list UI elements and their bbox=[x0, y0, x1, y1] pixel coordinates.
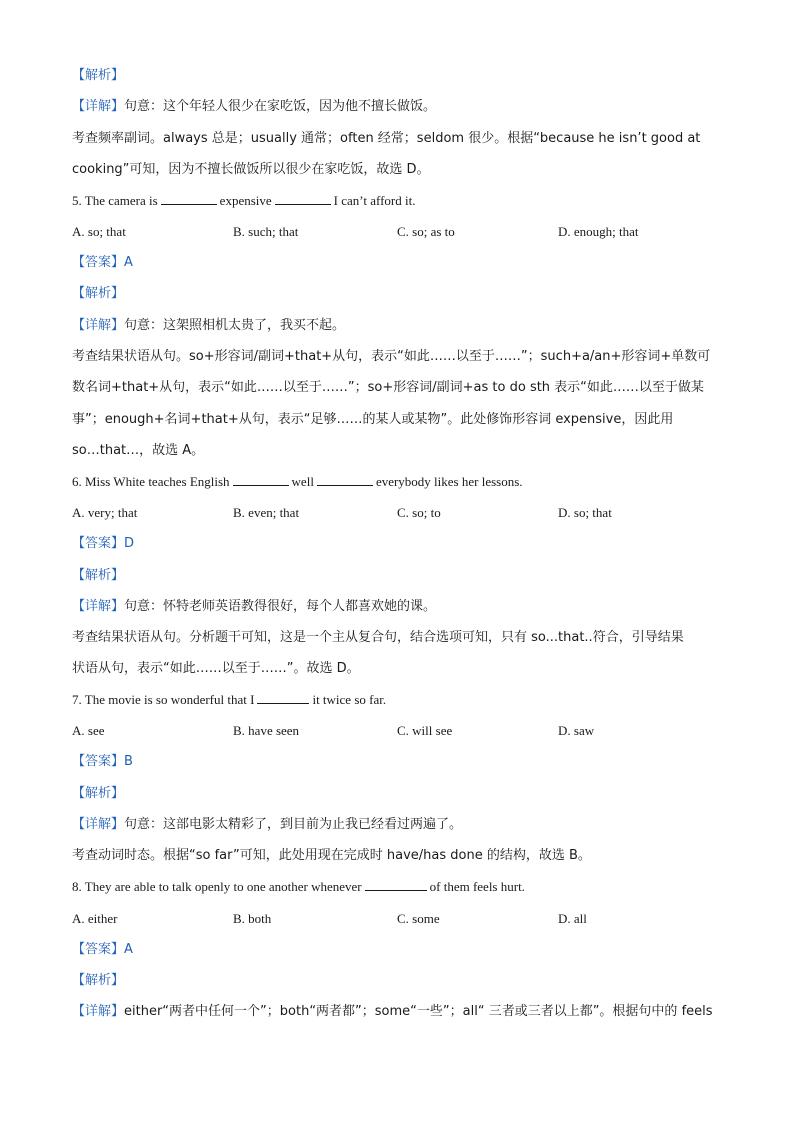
question-6: 6. Miss White teaches English well everybody likes her lessons. bbox=[72, 474, 523, 489]
answer-heading: 【答案】B bbox=[72, 754, 133, 769]
analysis-heading: 【解析】 bbox=[72, 786, 125, 801]
answer-blank bbox=[365, 878, 427, 891]
answer-blank bbox=[317, 473, 373, 486]
answer-heading: 【答案】A bbox=[72, 942, 133, 957]
options-row bbox=[72, 222, 732, 242]
detail-text: 【详解】either“两者中任何一个”；both“两者都”；some“一些”；all“ 三者或三者以上都”。根据句中的 feels bbox=[72, 1004, 713, 1019]
explanation-text: 考查结果状语从句。so+形容词/副词+that+从句，表示“如此……以至于……”；such+a/an+形容词+单数可 bbox=[72, 349, 711, 364]
explanation-text: 状语从句，表示“如此……以至于……”。故选 D。 bbox=[72, 661, 360, 676]
answer-blank bbox=[233, 473, 289, 486]
option-b: B. have seen bbox=[233, 723, 300, 738]
detail-text: 【详解】句意：这架照相机太贵了，我买不起。 bbox=[72, 318, 346, 333]
options-row bbox=[72, 503, 732, 523]
option-d: D. saw bbox=[558, 723, 595, 738]
detail-text: 【详解】句意：怀特老师英语教得很好，每个人都喜欢她的课。 bbox=[72, 599, 437, 614]
question-7: 7. The movie is so wonderful that I it twice so far. bbox=[72, 692, 387, 707]
option-b: B. even; that bbox=[233, 505, 300, 520]
answer-heading: 【答案】D bbox=[72, 536, 135, 551]
option-c: C. so; to bbox=[397, 505, 441, 520]
question-5: 5. The camera is expensive I can’t afford it. bbox=[72, 193, 416, 208]
analysis-heading: 【解析】 bbox=[72, 568, 125, 583]
option-a: A. either bbox=[72, 911, 118, 926]
detail-text: 【详解】句意：这部电影太精彩了，到目前为止我已经看过两遍了。 bbox=[72, 817, 463, 832]
option-d: D. enough; that bbox=[558, 224, 639, 239]
analysis-heading: 【解析】 bbox=[72, 973, 125, 988]
option-c: C. so; as to bbox=[397, 224, 455, 239]
answer-blank bbox=[161, 192, 217, 205]
explanation-text: 考查结果状语从句。分析题干可知，这是一个主从复合句，结合选项可知，只有 so...that..符合，引导结果 bbox=[72, 630, 684, 645]
explanation-text: so…that…，故选 A。 bbox=[72, 443, 205, 458]
answer-heading: 【答案】A bbox=[72, 255, 133, 270]
option-a: A. very; that bbox=[72, 505, 138, 520]
option-d: D. so; that bbox=[558, 505, 612, 520]
option-b: B. such; that bbox=[233, 224, 299, 239]
explanation-text: 事”；enough+名词+that+从句，表示“足够……的某人或某物”。此处修饰形容词 expensive，因此用 bbox=[72, 412, 674, 427]
explanation-text: cooking”可知，因为不擅长做饭所以很少在家吃饭，故选 D。 bbox=[72, 162, 430, 177]
question-8: 8. They are able to talk openly to one another whenever of them feels hurt. bbox=[72, 879, 525, 894]
explanation-text: 数名词+that+从句，表示“如此……以至于……”；so+形容词/副词+as to do sth 表示“如此……以至于做某 bbox=[72, 380, 704, 395]
answer-blank bbox=[257, 691, 309, 704]
option-c: C. some bbox=[397, 911, 440, 926]
option-c: C. will see bbox=[397, 723, 453, 738]
options-row bbox=[72, 909, 732, 929]
detail-text: 【详解】句意：这个年轻人很少在家吃饭，因为他不擅长做饭。 bbox=[72, 99, 437, 114]
option-a: A. see bbox=[72, 723, 105, 738]
explanation-text: 考查频率副词。always 总是；usually 通常；often 经常；seldom 很少。根据“because he isn’t good at bbox=[72, 131, 701, 146]
analysis-heading: 【解析】 bbox=[72, 286, 125, 301]
options-row bbox=[72, 721, 732, 741]
option-a: A. so; that bbox=[72, 224, 126, 239]
option-b: B. both bbox=[233, 911, 272, 926]
analysis-heading: 【解析】 bbox=[72, 68, 125, 83]
answer-blank bbox=[275, 192, 331, 205]
option-d: D. all bbox=[558, 911, 587, 926]
explanation-text: 考查动词时态。根据“so far”可知，此处用现在完成时 have/has done 的结构，故选 B。 bbox=[72, 848, 591, 863]
